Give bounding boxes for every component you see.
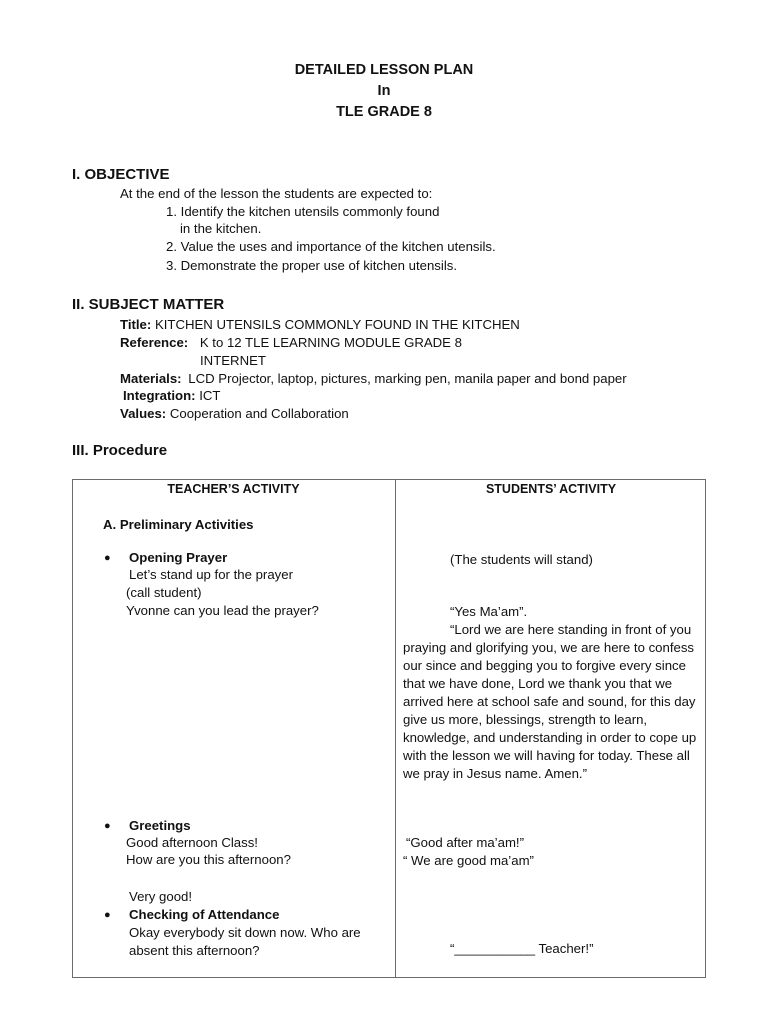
- subject-values-row: [120, 406, 349, 421]
- attendance-line-1: Okay everybody sit down now. Who are: [129, 925, 361, 940]
- doc-title-line1: DETAILED LESSON PLAN: [294, 62, 474, 78]
- bullet-icon: ●: [104, 820, 111, 832]
- greetings-label: Greetings: [129, 818, 191, 833]
- prayer-line-1: Let’s stand up for the prayer: [129, 567, 293, 582]
- teacher-activity-header: TEACHER’S ACTIVITY: [167, 482, 300, 496]
- student-activity-header: STUDENTS’ ACTIVITY: [485, 482, 617, 496]
- prayer-line-2: (call student): [126, 585, 202, 600]
- subject-values-label: Values:: [120, 406, 167, 421]
- subject-title-row: [120, 317, 520, 332]
- doc-title-line3: TLE GRADE 8: [336, 104, 432, 120]
- procedure-heading: III. Procedure: [72, 442, 168, 459]
- prayer-line-3: Yvonne can you lead the prayer?: [126, 603, 319, 618]
- attendance-label: Checking of Attendance: [129, 907, 280, 922]
- objective-item-1b: in the kitchen.: [180, 221, 262, 236]
- subject-materials-row: [120, 371, 627, 386]
- objective-intro: At the end of the lesson the students are expected to:: [120, 186, 433, 201]
- subject-integration-value: ICT: [199, 388, 221, 403]
- objective-item-1a: 1. Identify the kitchen utensils commonly found: [166, 204, 440, 219]
- bullet-icon: ●: [104, 909, 111, 921]
- student-greet-1: “Good after ma’am!”: [406, 835, 524, 850]
- subject-matter-heading: II. SUBJECT MATTER: [72, 296, 225, 313]
- student-greet-2: “ We are good ma’am”: [403, 853, 534, 868]
- procedure-table-divider: [395, 479, 396, 978]
- subject-reference-row: [120, 335, 462, 350]
- subject-values-value: Cooperation and Collaboration: [169, 406, 349, 421]
- student-yes-maam: “Yes Ma’am”.: [450, 604, 528, 619]
- subject-materials-label: Materials:: [120, 371, 182, 386]
- greet-line-1: Good afternoon Class!: [126, 835, 258, 850]
- preliminary-activities: A. Preliminary Activities: [103, 517, 254, 532]
- subject-reference-value2: INTERNET: [200, 353, 266, 368]
- subject-title-label: Title:: [120, 317, 152, 332]
- objective-heading: I. OBJECTIVE: [72, 166, 170, 183]
- subject-reference-value: K to 12 TLE LEARNING MODULE GRADE 8: [199, 335, 462, 350]
- subject-reference-label: Reference:: [120, 335, 189, 350]
- objective-item-2: 2. Value the uses and importance of the kitchen utensils.: [166, 239, 496, 254]
- subject-materials-value: LCD Projector, laptop, pictures, marking pen, manila paper and bond paper: [188, 371, 627, 386]
- bullet-icon: ●: [104, 552, 111, 564]
- subject-integration-row: [123, 388, 220, 403]
- student-prayer-text: “Lord we are here standing in front of you praying and glorifying you, we are here to confess our since and begging you to forgive every since that we have done, Lord we thank you that we arrived here at school safe and sound, for this day give us more, blessings, strength to learn, knowledge, and understanding in order to cope up with the lesson we will having for today. These all we pray in Jesus name. Amen.”: [403, 622, 697, 781]
- subject-title-value: KITCHEN UTENSILS COMMONLY FOUND IN THE KITCHEN: [154, 317, 520, 332]
- opening-prayer-label: Opening Prayer: [129, 550, 228, 565]
- objective-item-3: 3. Demonstrate the proper use of kitchen utensils.: [166, 258, 458, 273]
- attendance-line-2: absent this afternoon?: [129, 943, 260, 958]
- greet-line-2: How are you this afternoon?: [126, 852, 291, 867]
- subject-integration-label: Integration:: [123, 388, 196, 403]
- students-stand: (The students will stand): [450, 552, 593, 567]
- student-absent-reply: “___________ Teacher!”: [450, 941, 594, 956]
- doc-title-line2: In: [377, 83, 391, 99]
- very-good: Very good!: [129, 889, 193, 904]
